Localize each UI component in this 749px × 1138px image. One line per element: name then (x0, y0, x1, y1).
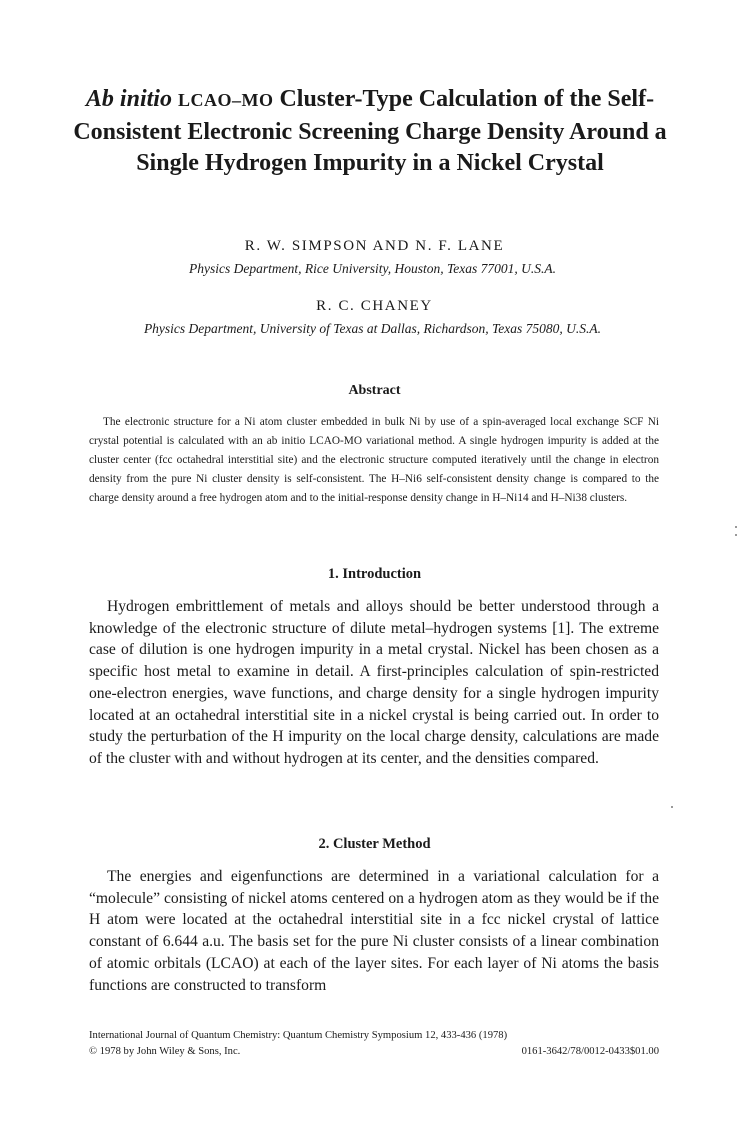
scan-speck (735, 526, 737, 528)
abstract-heading: Abstract (348, 383, 401, 398)
author-affiliation-1: Physics Department, Rice University, Houston, Texas 77001, U.S.A. (189, 261, 556, 276)
footer-code: 0161-3642/78/0012-0433$01.00 (521, 1046, 659, 1057)
paper-title (70, 84, 670, 180)
abstract-text: The electronic structure for a Ni atom cluster embedded in bulk Ni by use of a spin-averaged local exchange SCF Ni crystal potential is calculated with an ab initio LCAO-MO variational method. A single hydrogen impurity is added at the cluster center (fcc octahedral interstitial site) and the electronic structure computed iteratively until the change in electron density from the pure Ni cluster density is self-consistent. The H–Ni6 self-consistent density change is compared to the charge density around a free hydrogen atom and to the initial-response density change in H–Ni14 and H–Ni38 clusters. (89, 416, 659, 504)
section-body-cluster-method (89, 866, 659, 996)
section-heading-introduction: 1. Introduction (327, 566, 422, 582)
section-body-introduction (89, 596, 659, 770)
author-names-1: R. W. SIMPSON AND N. F. LANE (244, 238, 505, 254)
author-names-2: R. C. CHANEY (316, 298, 433, 314)
scan-speck (735, 534, 737, 536)
introduction-text: Hydrogen embrittlement of metals and alloys should be better understood through a knowledge of the electronic structure of dilute metal–hydrogen systems [1]. The extreme case of dilution is one hydrogen impurity in a metal crystal. Nickel has been chosen as a specific host metal to examine in detail. A first-principles calculation of spin-restricted one-electron energies, wave functions, and charge density for a single hydrogen impurity located at an octahedral interstitial site in a nickel crystal is being carried out. In order to study the perturbation of the H impurity on the local charge density, calculations are made of the cluster with and without hydrogen at its center, and the densities compared. (89, 598, 659, 767)
title-rest: Cluster-Type Calculation of the Self-Consistent Electronic Screening Charge Density Around a Single Hydrogen Impurity in a Nickel Crystal (73, 86, 667, 176)
author-affiliation-2: Physics Department, University of Texas at Dallas, Richardson, Texas 75080, U.S.A. (143, 321, 602, 336)
page-footer (89, 1028, 659, 1060)
footer-journal: International Journal of Quantum Chemistry: Quantum Chemistry Symposium 12, 433-436 (1978) (89, 1030, 508, 1041)
footer-row (89, 1044, 659, 1060)
abstract-body (89, 413, 659, 508)
title-lead: Ab initio (85, 86, 172, 112)
footer-copyright: © 1978 by John Wiley & Sons, Inc. (89, 1046, 241, 1057)
scan-speck (671, 806, 673, 808)
title-acronym: LCAO–MO (177, 90, 274, 110)
cluster-method-text: The energies and eigenfunctions are determined in a variational calculation for a “molecule” consisting of nickel atoms centered on a hydrogen atom as they would be if the H atom were located at the octahedral interstitial site in a fcc nickel crystal of lattice constant of 6.644 a.u. The basis set for the pure Ni cluster consists of a linear combination of atomic orbitals (LCAO) at each of the layer sites. For each layer of Ni atoms the basis functions are constructed to transform (89, 868, 659, 994)
section-heading-cluster-method: 2. Cluster Method (318, 836, 431, 852)
